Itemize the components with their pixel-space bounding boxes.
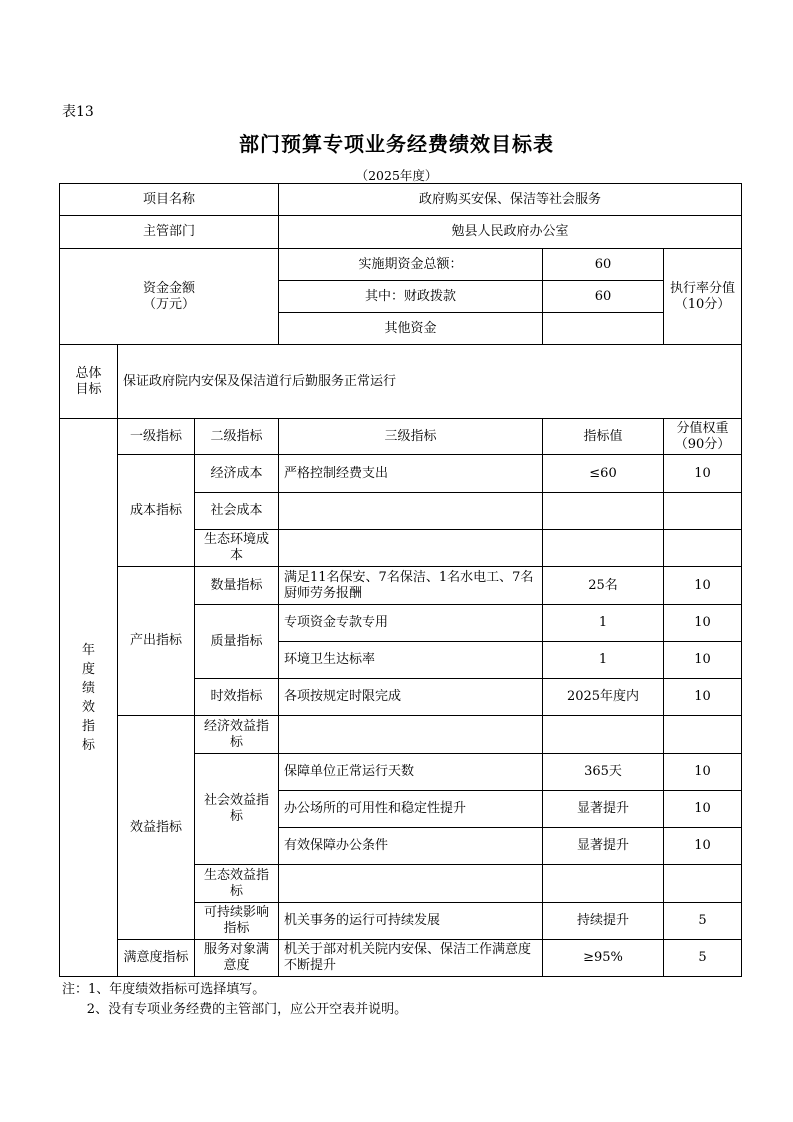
fiscal-year: （2025年度） — [355, 168, 438, 183]
performance-table — [59, 183, 742, 977]
benefit-eco-value — [543, 865, 664, 903]
header-level1: 一级指标 — [118, 419, 195, 455]
exec-rate-label — [664, 249, 742, 345]
output-quality-l3b: 环境卫生达标率 — [279, 642, 543, 679]
cost-eco-value — [543, 530, 664, 567]
benefit-sustain-l3: 机关事务的运行可持续发展 — [279, 903, 543, 940]
benefit-social: 社会效益指标 — [195, 754, 279, 865]
cost-econ: 经济成本 — [195, 455, 279, 493]
benefit-eco: 生态效益指标 — [195, 865, 279, 903]
output-quality-value-a: 1 — [543, 605, 664, 642]
table-number: 表13 — [62, 104, 94, 120]
benefit-sustain: 可持续影响指标 — [195, 903, 279, 940]
note-2: 2、没有专项业务经费的主管部门，应公开空表并说明。 — [62, 1002, 408, 1017]
satisfaction-value: ≥95% — [543, 940, 664, 977]
fiscal-funds-value: 60 — [543, 281, 664, 313]
benefit-social-l3b: 办公场所的可用性和稳定性提升 — [279, 791, 543, 828]
satisfaction-l2: 服务对象满意度 — [195, 940, 279, 977]
fiscal-funds-label: 其中：财政拨款 — [279, 281, 543, 313]
output-quality-l3a: 专项资金专款专用 — [279, 605, 543, 642]
output-indicator: 产出指标 — [118, 567, 195, 716]
output-quality-weight-b: 10 — [664, 642, 742, 679]
satisfaction-indicator: 满意度指标 — [118, 940, 195, 977]
other-funds-value — [543, 313, 664, 345]
cost-social: 社会成本 — [195, 493, 279, 530]
cost-social-value — [543, 493, 664, 530]
benefit-social-value-a: 365天 — [543, 754, 664, 791]
benefit-econ-l3 — [279, 716, 543, 754]
cost-indicator: 成本指标 — [118, 455, 195, 567]
output-time: 时效指标 — [195, 679, 279, 716]
output-qty-l3: 满足11名保安、7名保洁、1名水电工、7名厨师劳务报酬 — [279, 567, 543, 605]
header-level3: 三级指标 — [279, 419, 543, 455]
satisfaction-l3: 机关于部对机关院内安保、保洁工作满意度不断提升 — [279, 940, 543, 977]
benefit-sustain-value: 持续提升 — [543, 903, 664, 940]
header-level2: 二级指标 — [195, 419, 279, 455]
dept-value: 勉县人民政府办公室 — [279, 216, 742, 249]
benefit-social-value-b: 显著提升 — [543, 791, 664, 828]
cost-eco-l3 — [279, 530, 543, 567]
output-time-value: 2025年度内 — [543, 679, 664, 716]
benefit-eco-l3 — [279, 865, 543, 903]
other-funds-label: 其他资金 — [279, 313, 543, 345]
benefit-indicator: 效益指标 — [118, 716, 195, 940]
cost-eco-weight — [664, 530, 742, 567]
satisfaction-weight: 5 — [664, 940, 742, 977]
overall-goal-value: 保证政府院内安保及保洁道行后勤服务正常运行 — [118, 345, 742, 419]
overall-goal-line1: 总体 — [75, 365, 102, 381]
benefit-social-weight-a: 10 — [664, 754, 742, 791]
benefit-sustain-weight: 5 — [664, 903, 742, 940]
output-quality-weight-a: 10 — [664, 605, 742, 642]
exec-rate-line1: 执行率分值 — [670, 280, 736, 296]
overall-goal-label — [60, 345, 118, 419]
cost-econ-weight: 10 — [664, 455, 742, 493]
project-name-label: 项目名称 — [60, 184, 279, 216]
output-time-l3: 各项按规定时限完成 — [279, 679, 543, 716]
funds-label-line2: （万元） — [142, 296, 195, 312]
header-weight: 分值权重（90分） — [664, 419, 742, 455]
cost-econ-l3: 严格控制经费支出 — [279, 455, 543, 493]
exec-rate-line2: （10分） — [674, 296, 731, 312]
benefit-eco-weight — [664, 865, 742, 903]
benefit-econ-weight — [664, 716, 742, 754]
output-time-weight: 10 — [664, 679, 742, 716]
benefit-social-weight-b: 10 — [664, 791, 742, 828]
annual-indicators-label: 年度绩效指标 — [60, 419, 118, 977]
total-funds-label: 实施期资金总额： — [279, 249, 543, 281]
output-qty-value: 25名 — [543, 567, 664, 605]
output-qty-weight: 10 — [664, 567, 742, 605]
project-name-value: 政府购买安保、保洁等社会服务 — [279, 184, 742, 216]
output-quality: 质量指标 — [195, 605, 279, 679]
funds-label — [60, 249, 279, 345]
benefit-econ-value — [543, 716, 664, 754]
benefit-social-value-c: 显著提升 — [543, 828, 664, 865]
cost-econ-value: ≤60 — [543, 455, 664, 493]
benefit-social-l3a: 保障单位正常运行天数 — [279, 754, 543, 791]
notes — [62, 980, 407, 1020]
total-funds-value: 60 — [543, 249, 664, 281]
cost-social-weight — [664, 493, 742, 530]
benefit-econ: 经济效益指标 — [195, 716, 279, 754]
output-qty: 数量指标 — [195, 567, 279, 605]
overall-goal-line2: 目标 — [75, 381, 102, 397]
output-quality-value-b: 1 — [543, 642, 664, 679]
cost-social-l3 — [279, 493, 543, 530]
benefit-social-l3c: 有效保障办公条件 — [279, 828, 543, 865]
benefit-social-weight-c: 10 — [664, 828, 742, 865]
cost-eco: 生态环境成本 — [195, 530, 279, 567]
dept-label: 主管部门 — [60, 216, 279, 249]
header-value: 指标值 — [543, 419, 664, 455]
funds-label-line1: 资金金额 — [142, 280, 195, 296]
page-title: 部门预算专项业务经费绩效目标表 — [239, 132, 554, 156]
note-1: 注：1、年度绩效指标可选择填写。 — [62, 982, 266, 997]
